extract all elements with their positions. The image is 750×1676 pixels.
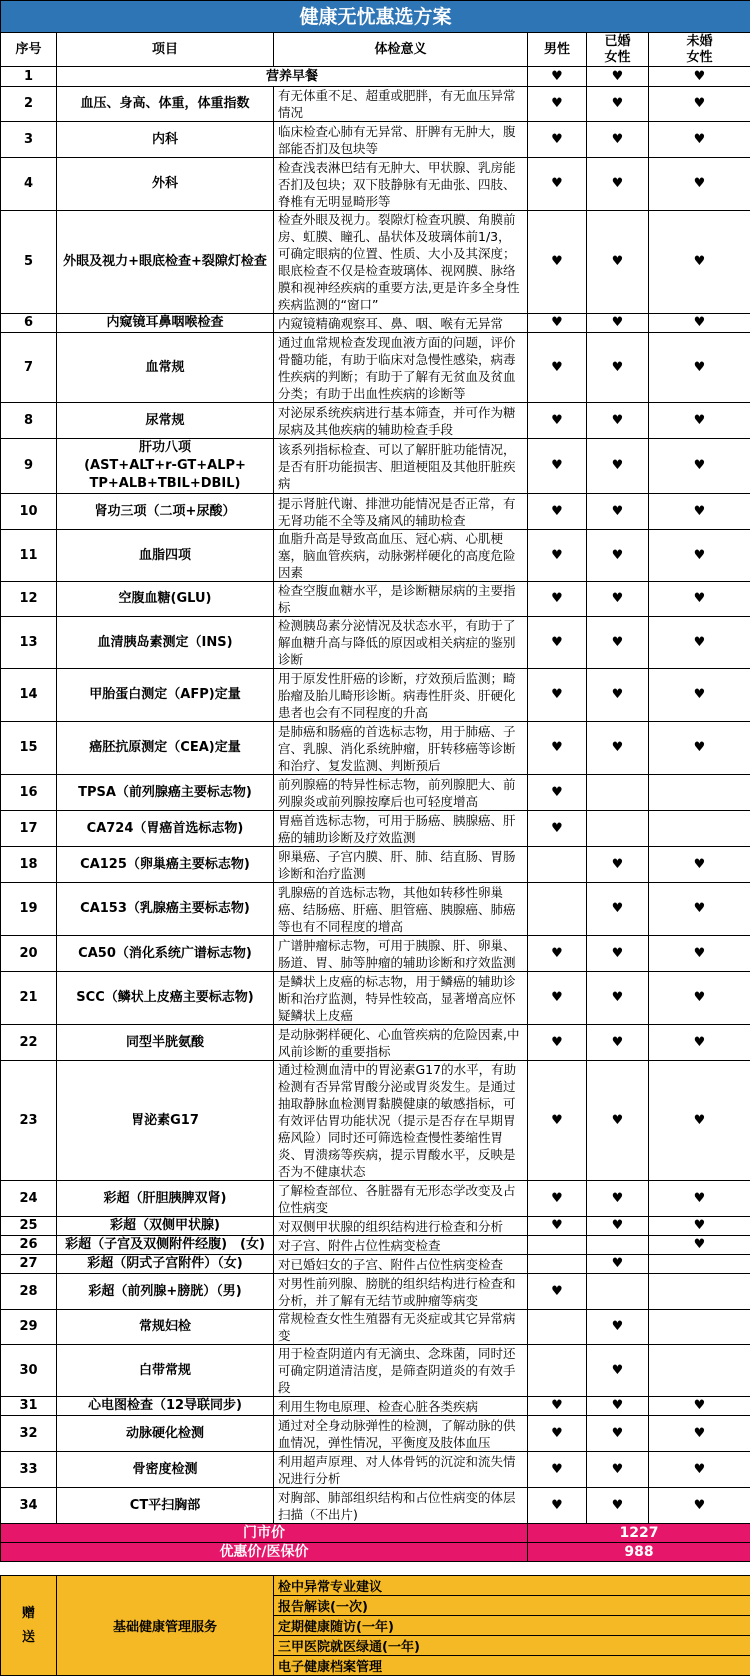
unmarried-female-mark (649, 811, 750, 847)
gift-service: 基础健康管理服务 (57, 1576, 274, 1676)
male-mark: ♥ (528, 1274, 587, 1310)
row-description: 检查外眼及视力。裂隙灯检查巩膜、角膜前房、虹膜、瞳孔、晶状体及玻璃体前1/3，可确定眼病的位置、性质、大小及其深度；眼底检查不仅是检查玻璃体、视网膜、脉络膜和视神经疾病的重要方法,更是许多全身性疾病监测的“窗口” (274, 211, 528, 314)
male-mark: ♥ (528, 494, 587, 530)
male-mark (528, 1255, 587, 1274)
gift-item: 定期健康随访(一年) (274, 1616, 750, 1636)
unmarried-female-mark: ♥ (649, 883, 750, 936)
male-mark: ♥ (528, 1061, 587, 1181)
page-title: 健康无忧惠选方案 (1, 1, 750, 33)
married-female-mark: ♥ (587, 1488, 649, 1524)
row-description: 乳腺癌的首选标志物，其他如转移性卵巢癌、结肠癌、肝癌、胆管癌、胰腺癌、肺癌等也有不同程度的增高 (274, 883, 528, 936)
unmarried-female-mark: ♥ (649, 314, 750, 333)
married-female-mark: ♥ (587, 1452, 649, 1488)
row-item: 胃泌素G17 (57, 1061, 274, 1181)
male-mark: ♥ (528, 314, 587, 333)
male-mark: ♥ (528, 403, 587, 439)
row-description: 是肺癌和肠癌的首选标志物，用于肺癌、子宫、乳腺、消化系统肿瘤，肝转移癌等诊断和治疗、复发监测、判断预后 (274, 722, 528, 775)
table-row (1, 494, 750, 530)
male-mark: ♥ (528, 67, 587, 87)
married-female-mark: ♥ (587, 439, 649, 494)
row-item: 营养早餐 (57, 67, 528, 87)
row-description: 是鳞状上皮癌的标志物，用于鳞癌的辅助诊断和治疗监测，特异性较高，显著增高应怀疑鳞状上皮癌 (274, 972, 528, 1025)
table-row (1, 67, 750, 87)
row-item: 彩超（肝胆胰脾双肾) (57, 1181, 274, 1217)
male-mark: ♥ (528, 1452, 587, 1488)
discount-price-value: 988 (528, 1543, 750, 1562)
row-item: 彩超（双侧甲状腺) (57, 1217, 274, 1236)
row-number: 34 (1, 1488, 57, 1524)
unmarried-female-mark: ♥ (649, 1416, 750, 1452)
unmarried-female-mark: ♥ (649, 211, 750, 314)
table-row (1, 1255, 750, 1274)
row-number: 2 (1, 87, 57, 122)
table-row (1, 1452, 750, 1488)
table-row (1, 1217, 750, 1236)
row-item: 动脉硬化检测 (57, 1416, 274, 1452)
unmarried-female-mark: ♥ (649, 122, 750, 158)
row-item: 骨密度检测 (57, 1452, 274, 1488)
married-female-mark: ♥ (587, 1416, 649, 1452)
table-row (1, 439, 750, 494)
header-unmarried-female: 未婚 女性 (649, 33, 750, 67)
gift-item: 电子健康档案管理 (274, 1656, 750, 1676)
row-number: 21 (1, 972, 57, 1025)
row-item: 空腹血糖(GLU) (57, 582, 274, 617)
married-female-mark: ♥ (587, 87, 649, 122)
table-row (1, 158, 750, 211)
row-number: 14 (1, 669, 57, 722)
row-number: 4 (1, 158, 57, 211)
married-female-mark: ♥ (587, 1310, 649, 1345)
table-row (1, 1416, 750, 1452)
row-item: CA50（消化系统广谱标志物) (57, 936, 274, 972)
row-item: 内窥镜耳鼻咽喉检查 (57, 314, 274, 333)
row-description: 是动脉粥样硬化、心血管疾病的危险因素,中风前诊断的重要指标 (274, 1025, 528, 1061)
male-mark (528, 883, 587, 936)
male-mark: ♥ (528, 1025, 587, 1061)
row-item: 血脂四项 (57, 530, 274, 582)
market-price-row (1, 1524, 750, 1543)
row-description: 临床检查心肺有无异常、肝脾有无肿大，腹部能否扪及包块等 (274, 122, 528, 158)
male-mark: ♥ (528, 722, 587, 775)
unmarried-female-mark: ♥ (649, 1025, 750, 1061)
married-female-mark: ♥ (587, 1025, 649, 1061)
gift-item: 报告解读(一次) (274, 1596, 750, 1616)
unmarried-female-mark: ♥ (649, 582, 750, 617)
row-description: 了解检查部位、各脏器有无形态学改变及占位性病变 (274, 1181, 528, 1217)
row-item: CT平扫胸部 (57, 1488, 274, 1524)
unmarried-female-mark: ♥ (649, 936, 750, 972)
unmarried-female-mark: ♥ (649, 158, 750, 211)
unmarried-female-mark (649, 1310, 750, 1345)
row-item: CA153（乳腺癌主要标志物) (57, 883, 274, 936)
row-item: 彩超（子宫及双侧附件经腹) (女) (57, 1236, 274, 1255)
table-row (1, 883, 750, 936)
row-item: 彩超（阴式子宫附件）（女) (57, 1255, 274, 1274)
married-female-mark: ♥ (587, 1345, 649, 1397)
male-mark: ♥ (528, 1181, 587, 1217)
male-mark (528, 1236, 587, 1255)
discount-price-label: 优惠价/医保价 (1, 1543, 528, 1562)
male-mark: ♥ (528, 211, 587, 314)
table-row (1, 314, 750, 333)
discount-price-row (1, 1543, 750, 1562)
table-row (1, 403, 750, 439)
row-description: 有无体重不足、超重或肥胖，有无血压异常情况 (274, 87, 528, 122)
row-item: 癌胚抗原测定（CEA)定量 (57, 722, 274, 775)
row-description: 对男性前列腺、膀胱的组织结构进行检查和分析，并了解有无结节或肿瘤等病变 (274, 1274, 528, 1310)
married-female-mark: ♥ (587, 314, 649, 333)
male-mark: ♥ (528, 333, 587, 403)
married-female-mark: ♥ (587, 669, 649, 722)
row-number: 11 (1, 530, 57, 582)
row-description: 用于检查阴道内有无滴虫、念珠菌，同时还可确定阴道清洁度，是筛查阴道炎的有效手段 (274, 1345, 528, 1397)
male-mark: ♥ (528, 439, 587, 494)
row-description: 检查浅表淋巴结有无肿大、甲状腺、乳房能否扪及包块；双下肢静脉有无曲张、四肢、脊椎有无明显畸形等 (274, 158, 528, 211)
market-price-label: 门市价 (1, 1524, 528, 1543)
row-number: 24 (1, 1181, 57, 1217)
unmarried-female-mark: ♥ (649, 617, 750, 669)
table-row (1, 1025, 750, 1061)
table-row (1, 1488, 750, 1524)
header-married-female: 已婚 女性 (587, 33, 649, 67)
male-mark: ♥ (528, 582, 587, 617)
row-number: 23 (1, 1061, 57, 1181)
row-number: 27 (1, 1255, 57, 1274)
row-number: 26 (1, 1236, 57, 1255)
header-male: 男性 (528, 33, 587, 67)
married-female-mark: ♥ (587, 333, 649, 403)
married-female-mark: ♥ (587, 211, 649, 314)
gift-label: 赠 送 (1, 1576, 57, 1676)
table-row (1, 122, 750, 158)
market-price-value: 1227 (528, 1524, 750, 1543)
row-item: 常规妇检 (57, 1310, 274, 1345)
unmarried-female-mark (649, 1345, 750, 1397)
table-row (1, 211, 750, 314)
row-number: 20 (1, 936, 57, 972)
row-description: 对子宫、附件占位性病变检查 (274, 1236, 528, 1255)
male-mark: ♥ (528, 775, 587, 811)
married-female-mark (587, 811, 649, 847)
row-number: 19 (1, 883, 57, 936)
gift-item: 三甲医院就医绿通(一年) (274, 1636, 750, 1656)
row-number: 1 (1, 67, 57, 87)
married-female-mark: ♥ (587, 617, 649, 669)
row-description: 对已婚妇女的子宫、附件占位性病变检查 (274, 1255, 528, 1274)
row-item: 甲胎蛋白测定（AFP)定量 (57, 669, 274, 722)
table-row (1, 1061, 750, 1181)
unmarried-female-mark: ♥ (649, 87, 750, 122)
row-description: 血脂升高是导致高血压、冠心病、心肌梗塞，脑血管疾病，动脉粥样硬化的高度危险因素 (274, 530, 528, 582)
unmarried-female-mark: ♥ (649, 333, 750, 403)
male-mark (528, 1345, 587, 1397)
table-row (1, 1181, 750, 1217)
unmarried-female-mark: ♥ (649, 1181, 750, 1217)
row-item: 肾功三项（二项+尿酸） (57, 494, 274, 530)
table-row (1, 1274, 750, 1310)
unmarried-female-mark (649, 1255, 750, 1274)
row-item: 肝功八项 (AST+ALT+r-GT+ALP+ TP+ALB+TBIL+DBIL) (57, 439, 274, 494)
married-female-mark: ♥ (587, 972, 649, 1025)
row-description: 广谱肿瘤标志物，可用于胰腺、肝、卵巢、肠道、胃、肺等肿瘤的辅助诊断和疗效监测 (274, 936, 528, 972)
married-female-mark: ♥ (587, 847, 649, 883)
row-description: 对双侧甲状腺的组织结构进行检查和分析 (274, 1217, 528, 1236)
unmarried-female-mark: ♥ (649, 1236, 750, 1255)
gift-section (0, 1575, 750, 1676)
unmarried-female-mark: ♥ (649, 1488, 750, 1524)
unmarried-female-mark: ♥ (649, 722, 750, 775)
married-female-mark (587, 1274, 649, 1310)
unmarried-female-mark: ♥ (649, 1452, 750, 1488)
row-description: 常规检查女性生殖器有无炎症或其它异常病变 (274, 1310, 528, 1345)
row-description: 胃癌首选标志物，可用于肠癌、胰腺癌、肝癌的辅助诊断及疗效监测 (274, 811, 528, 847)
row-item: 血常规 (57, 333, 274, 403)
married-female-mark: ♥ (587, 1217, 649, 1236)
table-row (1, 669, 750, 722)
married-female-mark: ♥ (587, 67, 649, 87)
table-row (1, 1345, 750, 1397)
married-female-mark: ♥ (587, 494, 649, 530)
row-description: 前列腺癌的特异性标志物，前列腺肥大、前列腺炎或前列腺按摩后也可轻度增高 (274, 775, 528, 811)
row-description: 利用超声原理、对人体骨钙的沉淀和流失情况进行分析 (274, 1452, 528, 1488)
married-female-mark: ♥ (587, 122, 649, 158)
table-row (1, 582, 750, 617)
row-number: 16 (1, 775, 57, 811)
unmarried-female-mark (649, 1274, 750, 1310)
unmarried-female-mark: ♥ (649, 1217, 750, 1236)
table-row (1, 936, 750, 972)
table-row (1, 811, 750, 847)
row-description: 卵巢癌、子宫内膜、肝、肺、结直肠、胃肠诊断和治疗监测 (274, 847, 528, 883)
row-number: 7 (1, 333, 57, 403)
row-item: TPSA（前列腺癌主要标志物) (57, 775, 274, 811)
row-item: SCC（鳞状上皮癌主要标志物) (57, 972, 274, 1025)
row-number: 5 (1, 211, 57, 314)
row-description: 检查空腹血糖水平，是诊断糖尿病的主要指标 (274, 582, 528, 617)
unmarried-female-mark (649, 775, 750, 811)
row-number: 12 (1, 582, 57, 617)
table-row (1, 1397, 750, 1416)
married-female-mark: ♥ (587, 530, 649, 582)
row-number: 18 (1, 847, 57, 883)
row-number: 15 (1, 722, 57, 775)
row-item: 白带常规 (57, 1345, 274, 1397)
row-item: 外眼及视力+眼底检查+裂隙灯检查 (57, 211, 274, 314)
unmarried-female-mark: ♥ (649, 1397, 750, 1416)
male-mark: ♥ (528, 1217, 587, 1236)
row-number: 22 (1, 1025, 57, 1061)
header-item: 项目 (57, 33, 274, 67)
male-mark (528, 847, 587, 883)
male-mark: ♥ (528, 811, 587, 847)
unmarried-female-mark: ♥ (649, 439, 750, 494)
header-desc: 体检意义 (274, 33, 528, 67)
row-number: 6 (1, 314, 57, 333)
row-description: 通过对全身动脉弹性的检测，了解动脉的供血情况，弹性情况，平衡度及肢体血压 (274, 1416, 528, 1452)
row-number: 28 (1, 1274, 57, 1310)
table-row (1, 847, 750, 883)
table-row (1, 617, 750, 669)
table-row (1, 722, 750, 775)
row-item: CA724（胃癌首选标志物) (57, 811, 274, 847)
row-number: 17 (1, 811, 57, 847)
row-number: 3 (1, 122, 57, 158)
unmarried-female-mark: ♥ (649, 972, 750, 1025)
male-mark (528, 1310, 587, 1345)
row-description: 通过检测血清中的胃泌素G17的水平，有助检测有否异常胃酸分泌或胃炎发生。是通过抽取静脉血检测胃黏膜健康的敏感指标，可有效评估胃功能状况（提示是否存在早期胃癌风险）同时还可筛选检查慢性萎缩性胃炎、胃溃疡等疾病，提示胃酸水平，反映是否为不健康状态 (274, 1061, 528, 1181)
row-item: 尿常规 (57, 403, 274, 439)
row-description: 检测胰岛素分泌情况及状态水平，有助于了解血糖升高与降低的原因或相关病症的鉴别诊断 (274, 617, 528, 669)
male-mark: ♥ (528, 1397, 587, 1416)
row-description: 通过血常规检查发现血液方面的问题，评价骨髓功能，有助于临床对急慢性感染，病毒性疾病的判断；有助于了解有无贫血及贫血分类；有助于出血性疾病的诊断等 (274, 333, 528, 403)
row-number: 29 (1, 1310, 57, 1345)
married-female-mark: ♥ (587, 1061, 649, 1181)
married-female-mark: ♥ (587, 936, 649, 972)
table-row (1, 1236, 750, 1255)
male-mark: ♥ (528, 1488, 587, 1524)
row-number: 31 (1, 1397, 57, 1416)
row-number: 32 (1, 1416, 57, 1452)
row-number: 13 (1, 617, 57, 669)
row-item: 彩超（前列腺+膀胱）（男) (57, 1274, 274, 1310)
unmarried-female-mark: ♥ (649, 403, 750, 439)
row-item: CA125（卵巢癌主要标志物) (57, 847, 274, 883)
male-mark: ♥ (528, 158, 587, 211)
table-row (1, 972, 750, 1025)
male-mark: ♥ (528, 530, 587, 582)
row-description: 用于原发性肝癌的诊断，疗效预后监测；畸胎瘤及胎儿畸形诊断。病毒性肝炎、肝硬化患者也会有不同程度的升高 (274, 669, 528, 722)
row-description: 对泌尿系统疾病进行基本筛查，并可作为糖尿病及其他疾病的辅助检查手段 (274, 403, 528, 439)
married-female-mark: ♥ (587, 1181, 649, 1217)
row-item: 同型半胱氨酸 (57, 1025, 274, 1061)
row-item: 血清胰岛素测定（INS) (57, 617, 274, 669)
table-row (1, 775, 750, 811)
row-description: 对胸部、肺部组织结构和占位性病变的体层扫描（不出片) (274, 1488, 528, 1524)
married-female-mark: ♥ (587, 158, 649, 211)
row-number: 25 (1, 1217, 57, 1236)
row-item: 血压、身高、体重，体重指数 (57, 87, 274, 122)
row-number: 30 (1, 1345, 57, 1397)
row-item: 内科 (57, 122, 274, 158)
unmarried-female-mark: ♥ (649, 67, 750, 87)
unmarried-female-mark: ♥ (649, 530, 750, 582)
gift-item: 检中异常专业建议 (274, 1576, 750, 1596)
married-female-mark (587, 1236, 649, 1255)
row-item: 外科 (57, 158, 274, 211)
male-mark: ♥ (528, 617, 587, 669)
married-female-mark: ♥ (587, 582, 649, 617)
row-number: 8 (1, 403, 57, 439)
header-no: 序号 (1, 33, 57, 67)
male-mark: ♥ (528, 122, 587, 158)
married-female-mark: ♥ (587, 883, 649, 936)
male-mark: ♥ (528, 936, 587, 972)
male-mark: ♥ (528, 1416, 587, 1452)
married-female-mark: ♥ (587, 1255, 649, 1274)
unmarried-female-mark: ♥ (649, 847, 750, 883)
unmarried-female-mark: ♥ (649, 669, 750, 722)
male-mark: ♥ (528, 669, 587, 722)
married-female-mark (587, 775, 649, 811)
married-female-mark: ♥ (587, 722, 649, 775)
male-mark: ♥ (528, 87, 587, 122)
row-item: 心电图检查（12导联同步) (57, 1397, 274, 1416)
married-female-mark: ♥ (587, 1397, 649, 1416)
table-row (1, 87, 750, 122)
row-description: 该系列指标检查、可以了解肝脏功能情况，是否有肝功能损害、胆道梗阻及其他肝脏疾病 (274, 439, 528, 494)
married-female-mark: ♥ (587, 403, 649, 439)
row-description: 内窥镜精确观察耳、鼻、咽、喉有无异常 (274, 314, 528, 333)
table-row (1, 1310, 750, 1345)
unmarried-female-mark: ♥ (649, 1061, 750, 1181)
row-number: 10 (1, 494, 57, 530)
row-number: 9 (1, 439, 57, 494)
male-mark: ♥ (528, 972, 587, 1025)
row-description: 提示肾脏代谢、排泄功能情况是否正常，有无肾功能不全等及痛风的辅助检查 (274, 494, 528, 530)
table-row (1, 530, 750, 582)
row-number: 33 (1, 1452, 57, 1488)
row-description: 利用生物电原理、检查心脏各类疾病 (274, 1397, 528, 1416)
table-row (1, 333, 750, 403)
unmarried-female-mark: ♥ (649, 494, 750, 530)
